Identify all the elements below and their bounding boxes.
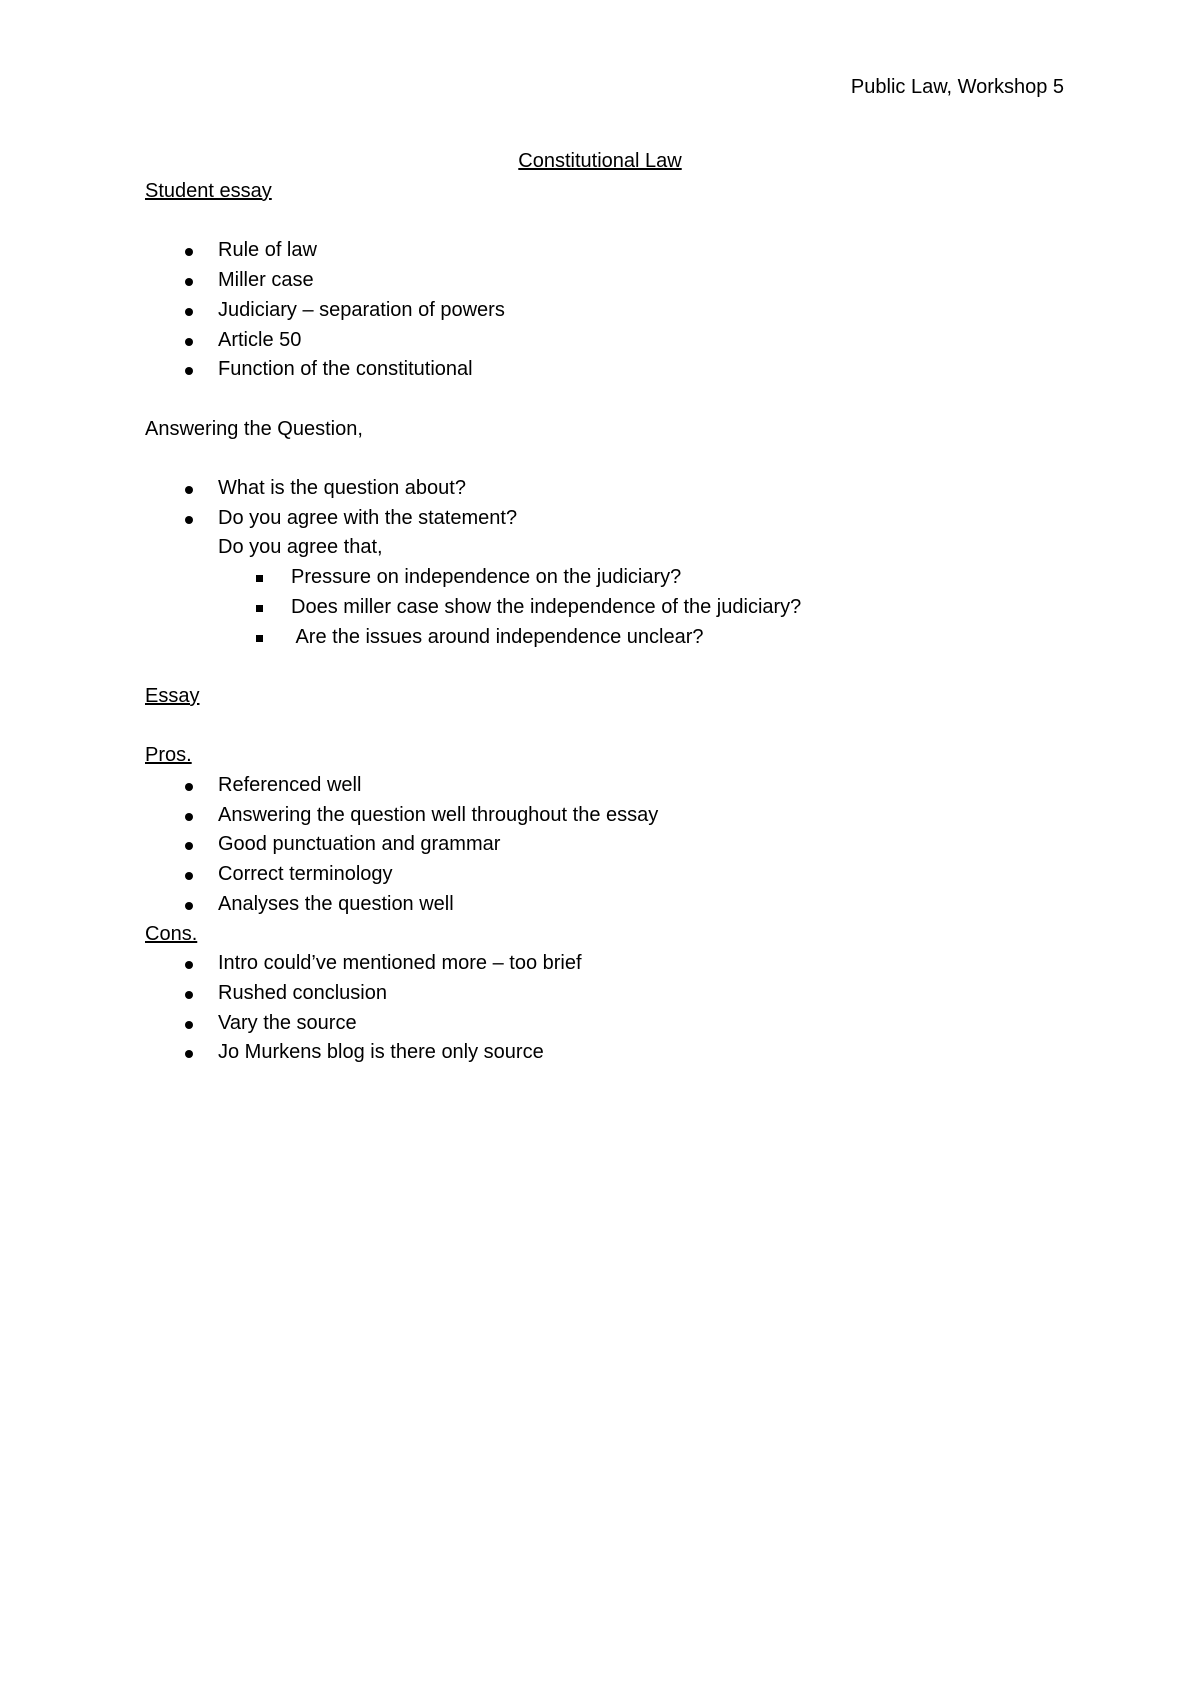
- list-item: Function of the constitutional: [145, 355, 1065, 385]
- list-item: Judiciary – separation of powers: [145, 296, 1065, 326]
- list-item: Article 50: [145, 326, 1065, 356]
- pros-heading: Pros.: [145, 744, 192, 767]
- student-essay-heading: Student essay: [145, 180, 272, 202]
- list-item: Miller case: [145, 266, 1065, 296]
- bullet-icon: [185, 278, 193, 286]
- list-item: Analyses the question well: [145, 890, 1065, 920]
- bullet-icon: [185, 248, 193, 256]
- list-item: Intro could’ve mentioned more – too brief: [145, 949, 1065, 979]
- bullet-icon: [185, 367, 193, 375]
- bullet-icon: [185, 1050, 193, 1058]
- list-item: Rushed conclusion: [145, 979, 1065, 1009]
- page-title: Constitutional Law: [518, 150, 682, 172]
- sub-list-item: Does miller case show the independence of the judiciary?: [145, 593, 1065, 623]
- list-item: Rule of law: [145, 236, 1065, 266]
- sub-list-item: Are the issues around independence unclear?: [145, 623, 1065, 653]
- bullet-icon: [185, 872, 193, 880]
- bullet-icon: [185, 783, 193, 791]
- student-essay-list: [145, 236, 1065, 385]
- list-item: Good punctuation and grammar: [145, 830, 1065, 860]
- answering-question-heading: Answering the Question,: [145, 417, 363, 440]
- list-item: Do you agree with the statement?: [145, 504, 1065, 534]
- agree-continuation: Do you agree that,: [218, 536, 383, 559]
- square-bullet-icon: [256, 635, 263, 642]
- sub-list-item: Pressure on independence on the judiciary?: [145, 563, 1065, 593]
- bullet-icon: [185, 338, 193, 346]
- bullet-icon: [185, 516, 193, 524]
- bullet-icon: [185, 991, 193, 999]
- bullet-icon: [185, 308, 193, 316]
- list-item: Answering the question well throughout the essay: [145, 801, 1065, 831]
- bullet-icon: [185, 961, 193, 969]
- bullet-icon: [185, 813, 193, 821]
- bullet-icon: [185, 842, 193, 850]
- list-item: Vary the source: [145, 1009, 1065, 1039]
- list-item: Jo Murkens blog is there only source: [145, 1038, 1065, 1068]
- list-item: Correct terminology: [145, 860, 1065, 890]
- square-bullet-icon: [256, 605, 263, 612]
- answering-question-list: [145, 474, 1065, 533]
- bullet-icon: [185, 486, 193, 494]
- list-item: What is the question about?: [145, 474, 1065, 504]
- bullet-icon: [185, 902, 193, 910]
- document-body: [145, 177, 1065, 1068]
- page-header: Public Law, Workshop 5: [850, 76, 1064, 98]
- pros-list: [145, 771, 1065, 920]
- essay-heading: Essay: [145, 684, 200, 707]
- list-item: Referenced well: [145, 771, 1065, 801]
- bullet-icon: [185, 1021, 193, 1029]
- agree-sublist: [145, 563, 1065, 652]
- cons-list: [145, 949, 1065, 1068]
- square-bullet-icon: [256, 575, 263, 582]
- cons-heading: Cons.: [145, 922, 198, 945]
